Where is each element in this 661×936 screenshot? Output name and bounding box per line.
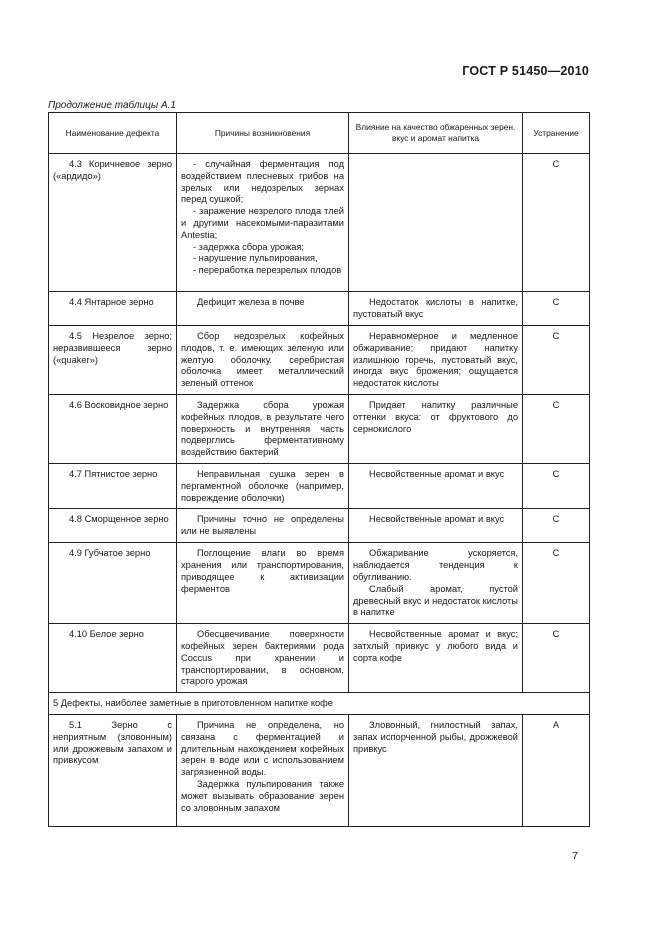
defect-effects: Несвойственные аромат и вкус — [349, 509, 523, 543]
defect-elimination: С — [523, 509, 590, 543]
cause-line: - задержка сбора урожая; — [193, 241, 304, 252]
column-header-causes: Причины возникновения — [177, 113, 349, 154]
defect-effects: Несвойственные аромат и вкус; затхлый привкус у любого вида и сорта кофе — [349, 624, 523, 693]
defect-name: 5.1 Зерно с неприятным (зловонным) или дрожжевым запахом и привкусом — [49, 714, 177, 826]
defect-elimination: С — [523, 624, 590, 693]
table-header-row — [49, 113, 590, 154]
defect-name: 4.3 Коричневое зерно («ардидо») — [49, 154, 177, 292]
table-row — [49, 714, 590, 826]
defect-name: 4.4 Янтарное зерно — [49, 292, 177, 326]
defect-causes: Сбор недозрелых кофейных плодов, т. е. имеющих зеленую или желтую оболочку. серебристая оболочка имеет металлический зеленый оттенок — [177, 326, 349, 395]
cause-line: - переработка перезрелых плодов — [193, 265, 342, 276]
defect-name: 4.8 Сморщенное зерно — [49, 509, 177, 543]
defect-causes: Неправильная сушка зерен в пергаментной оболочке (например, повреждение оболочки) — [177, 463, 349, 508]
table-row — [49, 154, 590, 292]
cause-paragraph: Задержка пульпирования также может вызывать образование зерен со зловонным запахом — [181, 778, 344, 813]
defect-causes: Задержка сбора урожая кофейных плодов, в результате чего поверхность и внутренняя часть подверглись ферментативному воздействию бактерий — [177, 394, 349, 463]
table-row — [49, 292, 590, 326]
defect-effects — [349, 154, 523, 292]
cause-line: - случайная ферментация под воздействием плесневых грибов на зрелых или недозрелых зернах перед сушкой; — [181, 159, 344, 205]
defect-name: 4.7 Пятнистое зерно — [49, 463, 177, 508]
defect-effects: Недостаток кислоты в напитке, пустоватый вкус — [349, 292, 523, 326]
defect-effects: Неравномерное и медленное обжаривание; придают напитку излишнюю горечь, пустоватый вкус, иногда вкус брожения; ощущается недостаток кислоты — [349, 326, 523, 395]
table-row — [49, 463, 590, 508]
defect-name: 4.9 Губчатое зерно — [49, 543, 177, 624]
section-row — [49, 693, 590, 715]
cause-line: - нарушение пульпирования, — [193, 253, 318, 264]
defect-effects — [349, 543, 523, 624]
defect-causes: Обесцвечивание поверхности кофейных зерен бактериями рода Coccus при хранении и транспортировании, в основном, старого урожая — [177, 624, 349, 693]
defect-name: 4.6 Восковидное зерно — [49, 394, 177, 463]
cause-line: - заражение незрелого плода тлей и другими насекомыми-паразитами Antestia; — [181, 206, 344, 240]
defect-causes: Поглощение влаги во время хранения или транспортирования, приводящее к активизации ферментов — [177, 543, 349, 624]
page-number: 7 — [572, 850, 578, 862]
defect-causes — [177, 154, 349, 292]
defect-causes: Причины точно не определены или не выявлены — [177, 509, 349, 543]
defect-causes — [177, 714, 349, 826]
defect-name: 4.5 Незрелое зерно; неразвившееся зерно («quaker») — [49, 326, 177, 395]
defect-causes: Дефицит железа в почве — [177, 292, 349, 326]
effect-paragraph: Обжаривание ускоряется, наблюдается тенденция к обугливанию. — [353, 548, 518, 582]
defect-elimination: С — [523, 543, 590, 624]
table-row — [49, 624, 590, 693]
standard-code: ГОСТ Р 51450—2010 — [462, 64, 589, 78]
defects-table — [48, 112, 590, 827]
defect-elimination: С — [523, 326, 590, 395]
table-row — [49, 326, 590, 395]
defect-effects: Придает напитку различные оттенки вкуса: от фруктового до сернокислого — [349, 394, 523, 463]
defect-elimination: С — [523, 154, 590, 292]
table-caption: Продолжение таблицы А.1 — [48, 100, 176, 111]
column-header-effects: Влияние на качество обжаренных зерен. вкус и аромат напитка — [349, 113, 523, 154]
effect-paragraph: Слабый аромат, пустой древесный вкус и недостаток кислоты в напитке — [353, 583, 518, 618]
section-title: 5 Дефекты, наиболее заметные в приготовленном напитке кофе — [49, 693, 590, 715]
defect-effects: Зловонный, гнилостный запах, запах испорченной рыбы, дрожжевой привкус — [349, 714, 523, 826]
defect-effects: Несвойственные аромат и вкус — [349, 463, 523, 508]
table-row — [49, 394, 590, 463]
defect-elimination: С — [523, 394, 590, 463]
column-header-elimination: Устранение — [523, 113, 590, 154]
cause-paragraph: Причина не определена, но связана с ферментацией и длительным нахождением кофейных зерен в воде или с использованием загрязненной воды. — [181, 719, 344, 778]
defect-elimination: А — [523, 714, 590, 826]
table-row — [49, 543, 590, 624]
column-header-name: Наименование дефекта — [49, 113, 177, 154]
defect-elimination: С — [523, 463, 590, 508]
defect-elimination: С — [523, 292, 590, 326]
table-row — [49, 509, 590, 543]
defect-name: 4.10 Белое зерно — [49, 624, 177, 693]
